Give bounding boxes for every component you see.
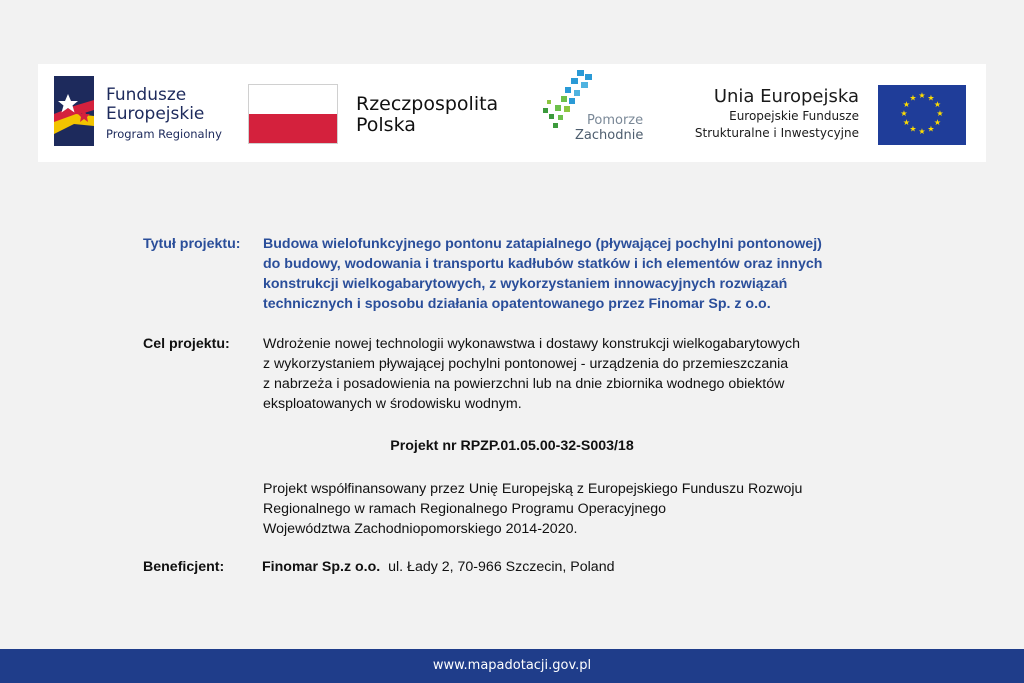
fundusze-europejskie-icon xyxy=(54,76,94,146)
fe-line2: Europejskie xyxy=(106,104,205,124)
pz-line1: Pomorze xyxy=(587,113,644,128)
cofinancing-line: Województwa Zachodniopomorskiego 2014-2020. xyxy=(263,521,578,537)
footer-bar xyxy=(0,649,1024,683)
rp-line1: Rzeczpospolita xyxy=(356,93,499,115)
eu-flag-icon xyxy=(878,85,966,145)
title-line: technicznych i sposobu działania opatentowanego przez Finomar Sp. z o.o. xyxy=(263,296,771,312)
svg-text:★: ★ xyxy=(927,93,935,103)
goal-label: Cel projektu: xyxy=(143,336,230,352)
svg-text:★: ★ xyxy=(918,91,926,100)
project-title xyxy=(263,234,963,314)
fundusze-europejskie-logo xyxy=(54,76,254,150)
fundusze-europejskie-text xyxy=(106,86,222,142)
beneficiary-address: ul. Łady 2, 70-966 Szczecin, Poland xyxy=(388,559,615,575)
svg-text:★: ★ xyxy=(900,109,908,118)
fe-line1: Fundusze xyxy=(106,85,187,105)
project-goal xyxy=(263,334,800,414)
rp-line2: Polska xyxy=(356,114,416,136)
ue-line1: Unia Europejska xyxy=(713,86,859,107)
title-line: konstrukcji wielkogabarytowych, z wykorzystaniem innowacyjnych rozwiązań xyxy=(263,276,788,292)
beneficiary-name: Finomar Sp.z o.o. xyxy=(262,559,381,575)
goal-line: z nabrzeża i posadowienia na powierzchni lub na dnie zbiornika wodnego obiektów xyxy=(263,376,785,392)
svg-text:★: ★ xyxy=(933,100,942,109)
title-line: Budowa wielofunkcyjnego pontonu zatapialnego (pływającej pochylni pontonowej) xyxy=(263,236,822,252)
logo-bar xyxy=(38,64,986,162)
footer-url[interactable]: www.mapadotacji.gov.pl xyxy=(432,658,592,673)
title-line: do budowy, wodowania i transportu kadłubów statków i ich elementów oraz innych xyxy=(263,256,823,272)
svg-text:★: ★ xyxy=(909,124,917,134)
goal-line: z wykorzystaniem pływającej pochylni pontonowej - urządzenia do przemieszczania xyxy=(263,356,789,372)
ue-line2: Europejskie Fundusze xyxy=(729,109,859,123)
unia-europejska-text xyxy=(681,86,859,142)
cofinancing-text xyxy=(263,479,802,539)
polish-flag-icon xyxy=(248,84,338,144)
rzeczpospolita-polska-text xyxy=(356,94,498,136)
svg-text:★: ★ xyxy=(902,118,911,127)
fe-line3: Program Regionalny xyxy=(106,127,222,141)
svg-text:★: ★ xyxy=(902,100,911,109)
pomorze-zachodnie-text xyxy=(571,113,643,143)
svg-text:★: ★ xyxy=(936,109,944,118)
cofinancing-line: Projekt współfinansowany przez Unię Europejską z Europejskiego Funduszu Rozwoju xyxy=(263,481,803,497)
goal-line: eksploatowanych w środowisku wodnym. xyxy=(263,396,522,412)
beneficiary-label: Beneficjent: xyxy=(143,559,225,575)
project-number: Projekt nr RPZP.01.05.00-32-S003/18 xyxy=(390,438,634,454)
goal-line: Wdrożenie nowej technologii wykonawstwa i dostawy konstrukcji wielkogabarytowych xyxy=(263,336,801,352)
svg-text:★: ★ xyxy=(909,93,917,103)
svg-text:★: ★ xyxy=(927,124,935,134)
beneficiary xyxy=(262,557,614,577)
svg-text:★: ★ xyxy=(933,118,942,127)
pz-line2: Zachodnie xyxy=(575,128,644,143)
ue-line3: Strukturalne i Inwestycyjne xyxy=(694,126,859,140)
title-label: Tytuł projektu: xyxy=(143,236,241,252)
cofinancing-line: Regionalnego w ramach Regionalnego Programu Operacyjnego xyxy=(263,501,667,517)
svg-text:★: ★ xyxy=(918,127,926,136)
